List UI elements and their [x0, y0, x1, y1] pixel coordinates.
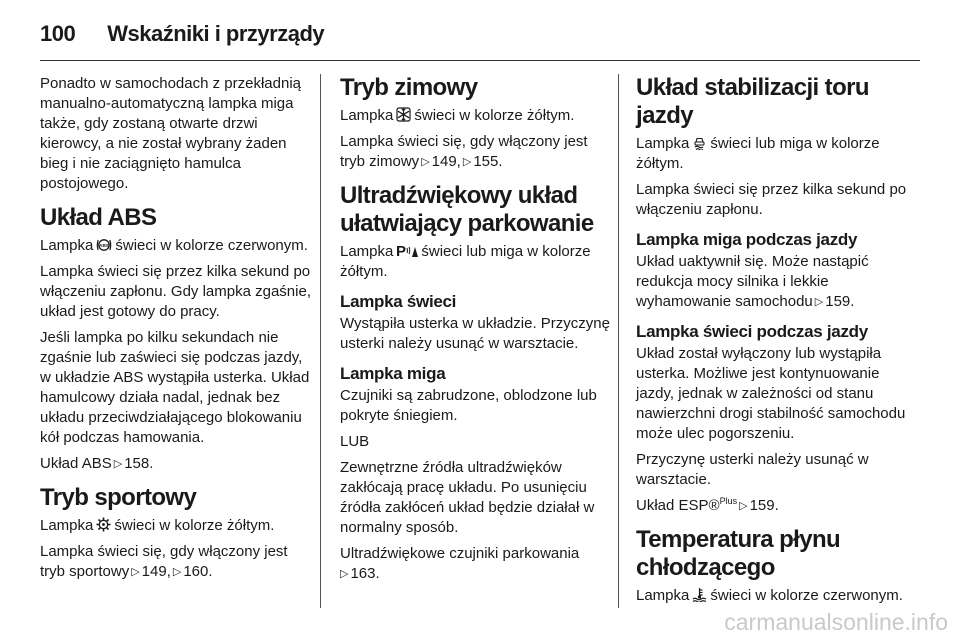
- parking-lamp-paragraph: Lampka P świeci lub miga w kolorze żółtym.: [340, 243, 591, 280]
- abs-heading: Układ ABS: [40, 204, 157, 231]
- page-reference-arrow-icon: ▷: [421, 156, 430, 168]
- page-reference-arrow-icon: ▷: [172, 566, 182, 578]
- esp-lit-paragraph-2: Przyczynę usterki należy usunąć w warsztacie.: [636, 451, 869, 488]
- column-left: [40, 74, 312, 590]
- snowflake-icon: [396, 107, 411, 125]
- abs-ref-link[interactable]: 158.: [124, 455, 154, 472]
- page-reference-arrow-icon: ▷: [739, 500, 748, 512]
- column-right: [636, 74, 911, 614]
- page-reference-arrow-icon: ▷: [462, 156, 472, 168]
- column-middle: [340, 74, 610, 592]
- parking-ref-link[interactable]: 163.: [350, 565, 380, 582]
- page-reference-arrow-icon: ▷: [340, 568, 349, 580]
- winter-lamp-paragraph: Lampka świeci w kolorze żółtym.: [340, 107, 575, 124]
- abs-warning-icon: [96, 238, 112, 255]
- coolant-lamp-paragraph: Lampka świeci w kolorze czerwonym.: [636, 587, 903, 604]
- esp-lit-heading: Lampka świeci podczas jazdy: [636, 322, 868, 341]
- skidding-car-icon: [692, 135, 707, 153]
- page-title: Wskaźniki i przyrządy: [107, 21, 325, 46]
- sport-lamp-paragraph: Lampka świeci w kolorze żółtym.: [40, 517, 275, 534]
- abs-paragraph-2: Lampka świeci się przez kilka sekund po włączeniu zapłonu. Gdy lampka zgaśnie, układ jest gotowy do pracy.: [40, 263, 311, 320]
- svg-text:P: P: [396, 243, 407, 258]
- parking-heading: Ultradźwiękowy układ ułatwiający parkowanie: [340, 182, 594, 237]
- lamp-blink-heading: Lampka miga: [340, 364, 446, 383]
- svg-text:ABS: ABS: [99, 243, 110, 248]
- lamp-lit-paragraph: Wystąpiła usterka w układzie. Przyczynę usterki należy usunąć w warsztacie.: [340, 315, 610, 352]
- coolant-heading: Temperatura płynu chłodzącego: [636, 526, 841, 581]
- winter-paragraph-2: Lampka świeci się, gdy włączony jest tryb zimowy ▷ 149, ▷ 155.: [340, 133, 588, 170]
- sport-heading: Tryb sportowy: [40, 484, 197, 511]
- winter-heading: Tryb zimowy: [340, 74, 478, 101]
- coolant-temperature-icon: [692, 587, 707, 605]
- sport-paragraph-2: Lampka świeci się, gdy włączony jest tryb sportowy ▷ 149, ▷ 160.: [40, 543, 288, 580]
- page-reference-arrow-icon: ▷: [131, 566, 140, 578]
- esp-blink-ref-link[interactable]: 159.: [825, 293, 855, 310]
- winter-ref-link-1[interactable]: 149,: [431, 153, 461, 170]
- esp-lit-paragraph: Układ został wyłączony lub wystąpiła usterka. Możliwe jest kontynuowanie jazdy, jednak w zależności od stanu nawierzchni drogi stabilność samochodu może ulec pogorszeniu.: [636, 345, 906, 442]
- blink-paragraph-1: Czujniki są zabrudzone, oblodzone lub pokryte śniegiem.: [340, 387, 597, 424]
- parking-sensor-icon: [396, 243, 418, 261]
- blink-paragraph-3: Ultradźwiękowe czujniki parkowania ▷ 163.: [340, 545, 580, 582]
- esp-ref-link[interactable]: 159.: [749, 497, 779, 514]
- esp-heading: Układ stabilizacji toru jazdy: [636, 74, 869, 129]
- sport-ref-link-2[interactable]: 160.: [183, 563, 213, 580]
- abs-paragraph-3: Jeśli lampka po kilku sekundach nie zgaśnie lub zaświeci się podczas jazdy, w układzie ABS wystąpiła usterka. Układ hamulcowy działa nadal, jednak bez układu przeciwdziałającego blokowaniu kół podczas hamowania.: [40, 329, 310, 446]
- abs-reference: Układ ABS ▷ 158.: [40, 455, 154, 472]
- blink-or: LUB: [340, 433, 370, 450]
- abs-lamp-paragraph: Lampka ABS świeci w kolorze czerwonym.: [40, 237, 308, 254]
- lamp-lit-heading: Lampka świeci: [340, 292, 457, 311]
- esp-lamp-paragraph: Lampka świeci lub miga w kolorze żółtym.: [636, 135, 880, 172]
- esp-paragraph-2: Lampka świeci się przez kilka sekund po włączeniu zapłonu.: [636, 181, 907, 218]
- page-header: [40, 14, 324, 54]
- column-divider: [320, 74, 321, 608]
- intro-paragraph: Ponadto w samochodach z przekładnią manualno-automatyczną lampka miga także, gdy zostaną otwarte drzwi kierowcy, a nie został wybrany żaden bieg i nie zaciągnięto hamulca postojowego.: [40, 75, 301, 192]
- header-rule: [40, 60, 920, 61]
- blink-paragraph-2: Zewnętrzne źródła ultradźwięków zakłócają pracę układu. Po usunięciu źródła zakłóceń układ będzie działał w normalny sposób.: [340, 459, 595, 536]
- page-reference-arrow-icon: ▷: [814, 296, 824, 308]
- esp-blink-heading: Lampka miga podczas jazdy: [636, 230, 858, 249]
- sport-ref-link-1[interactable]: 149,: [141, 563, 171, 580]
- esp-reference: Układ ESP®$^{Plus}$ ▷ 159.: [636, 496, 779, 514]
- column-divider: [618, 74, 619, 608]
- sport-mode-icon: [96, 517, 111, 535]
- page-number: 100: [40, 21, 76, 46]
- watermark: carmanualsonline.info: [724, 609, 948, 635]
- esp-blink-paragraph: Układ uaktywnił się. Może nastąpić redukcja mocy silnika i lekkie wyhamowanie samochodu ▷ 159.: [636, 253, 869, 310]
- winter-ref-link-2[interactable]: 155.: [473, 153, 503, 170]
- page-reference-arrow-icon: ▷: [113, 458, 123, 470]
